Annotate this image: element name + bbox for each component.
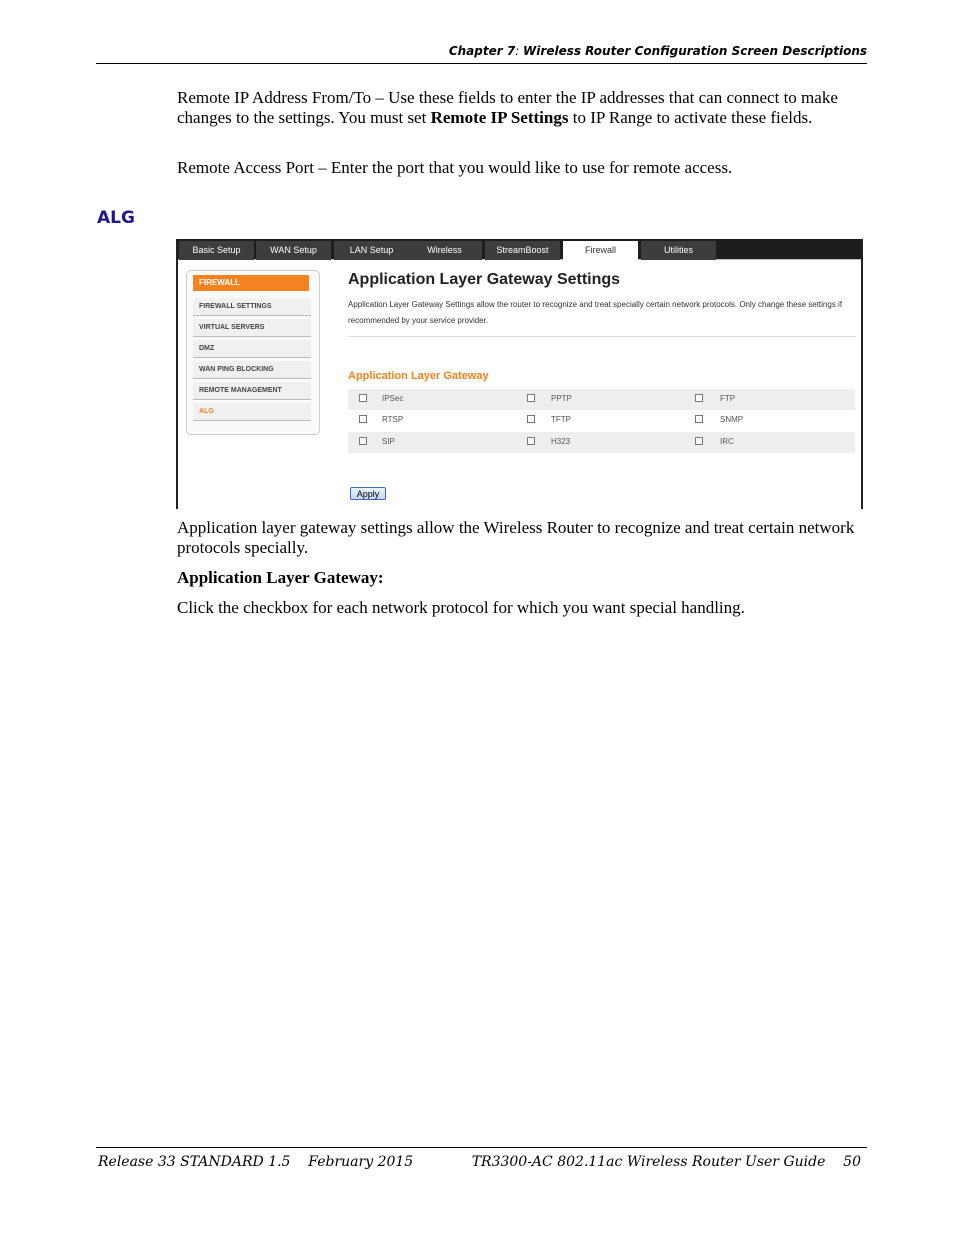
ftp-checkbox[interactable] xyxy=(695,394,703,402)
snmp-label: SNMP xyxy=(720,415,744,424)
sidebar-item-firewall-settings[interactable]: FIREWALL SETTINGS xyxy=(193,298,311,316)
chapter-separator: : xyxy=(515,44,524,58)
page-description: Application Layer Gateway Settings allow the router to recognize and treat specially certain network protocols. Only change these settings if recommended by your service provider. xyxy=(348,300,843,325)
snmp-checkbox[interactable] xyxy=(695,415,703,423)
protocol-row xyxy=(348,389,855,410)
section-heading-alg: ALG xyxy=(97,208,135,228)
remote-port-paragraph: Remote Access Port – Enter the port that you would like to use for remote access. xyxy=(177,158,733,177)
protocol-row xyxy=(348,410,855,431)
alg-subheading: Application Layer Gateway: xyxy=(177,568,384,587)
rtsp-checkbox[interactable] xyxy=(359,415,367,423)
tab-basic-setup[interactable]: Basic Setup xyxy=(179,241,254,260)
chapter-title: Wireless Router Configuration Screen Descriptions xyxy=(523,44,867,58)
router-ui-screenshot xyxy=(176,239,863,509)
page-title: Application Layer Gateway Settings xyxy=(348,271,621,288)
page-header xyxy=(96,44,867,64)
ftp-label: FTP xyxy=(720,394,736,403)
remote-ip-text-end: to IP Range to activate these fields. xyxy=(568,108,813,127)
protocol-row xyxy=(348,432,855,453)
tab-lan-setup[interactable]: LAN Setup xyxy=(334,241,409,260)
tab-firewall[interactable]: Firewall xyxy=(563,241,638,260)
chapter-label: Chapter 7 xyxy=(448,44,516,58)
sidebar-item-wan-ping-blocking[interactable]: WAN PING BLOCKING xyxy=(193,361,311,379)
footer-guide-title-page-number: TR3300-AC 802.11ac Wireless Router User Guide 50 xyxy=(471,1154,861,1170)
remote-ip-text: Remote IP Address From/To – Use these fields to enter the IP addresses that can connect to make changes to the settings. You must set xyxy=(177,88,838,127)
sip-checkbox[interactable] xyxy=(359,437,367,445)
tftp-label: TFTP xyxy=(551,415,571,424)
tab-streamboost[interactable]: StreamBoost xyxy=(485,241,560,260)
h323-label: H323 xyxy=(551,437,571,446)
h323-checkbox[interactable] xyxy=(527,437,535,445)
irc-label: IRC xyxy=(720,437,734,446)
apply-button[interactable]: Apply xyxy=(350,487,386,500)
sidebar xyxy=(186,270,320,435)
ipsec-checkbox[interactable] xyxy=(359,394,367,402)
alg-description-paragraph: Application layer gateway settings allow the Wireless Router to recognize and treat certain network protocols specially. xyxy=(177,518,855,557)
irc-checkbox[interactable] xyxy=(695,437,703,445)
section-title: Application Layer Gateway xyxy=(348,370,489,382)
sidebar-item-dmz[interactable]: DMZ xyxy=(193,340,311,358)
tab-wireless[interactable]: Wireless xyxy=(407,241,482,260)
checkbox-instruction-paragraph: Click the checkbox for each network protocol for which you want special handling. xyxy=(177,598,745,617)
sidebar-item-virtual-servers[interactable]: VIRTUAL SERVERS xyxy=(193,319,311,337)
remote-ip-paragraph xyxy=(177,88,867,128)
divider xyxy=(348,336,856,337)
sidebar-item-alg[interactable]: ALG xyxy=(193,403,311,421)
sidebar-item-remote-management[interactable]: REMOTE MANAGEMENT xyxy=(193,382,311,400)
footer-release: Release 33 STANDARD 1.5 February 2015 xyxy=(98,1154,414,1170)
tab-wan-setup[interactable]: WAN Setup xyxy=(256,241,331,260)
page-footer xyxy=(96,1147,867,1170)
pptp-checkbox[interactable] xyxy=(527,394,535,402)
rtsp-label: RTSP xyxy=(382,415,404,424)
sip-label: SIP xyxy=(382,437,395,446)
pptp-label: PPTP xyxy=(551,394,572,403)
tftp-checkbox[interactable] xyxy=(527,415,535,423)
sidebar-header: FIREWALL xyxy=(193,275,309,291)
tab-utilities[interactable]: Utilities xyxy=(641,241,716,260)
remote-ip-settings-bold: Remote IP Settings xyxy=(430,108,569,127)
ipsec-label: IPSec xyxy=(382,394,404,403)
